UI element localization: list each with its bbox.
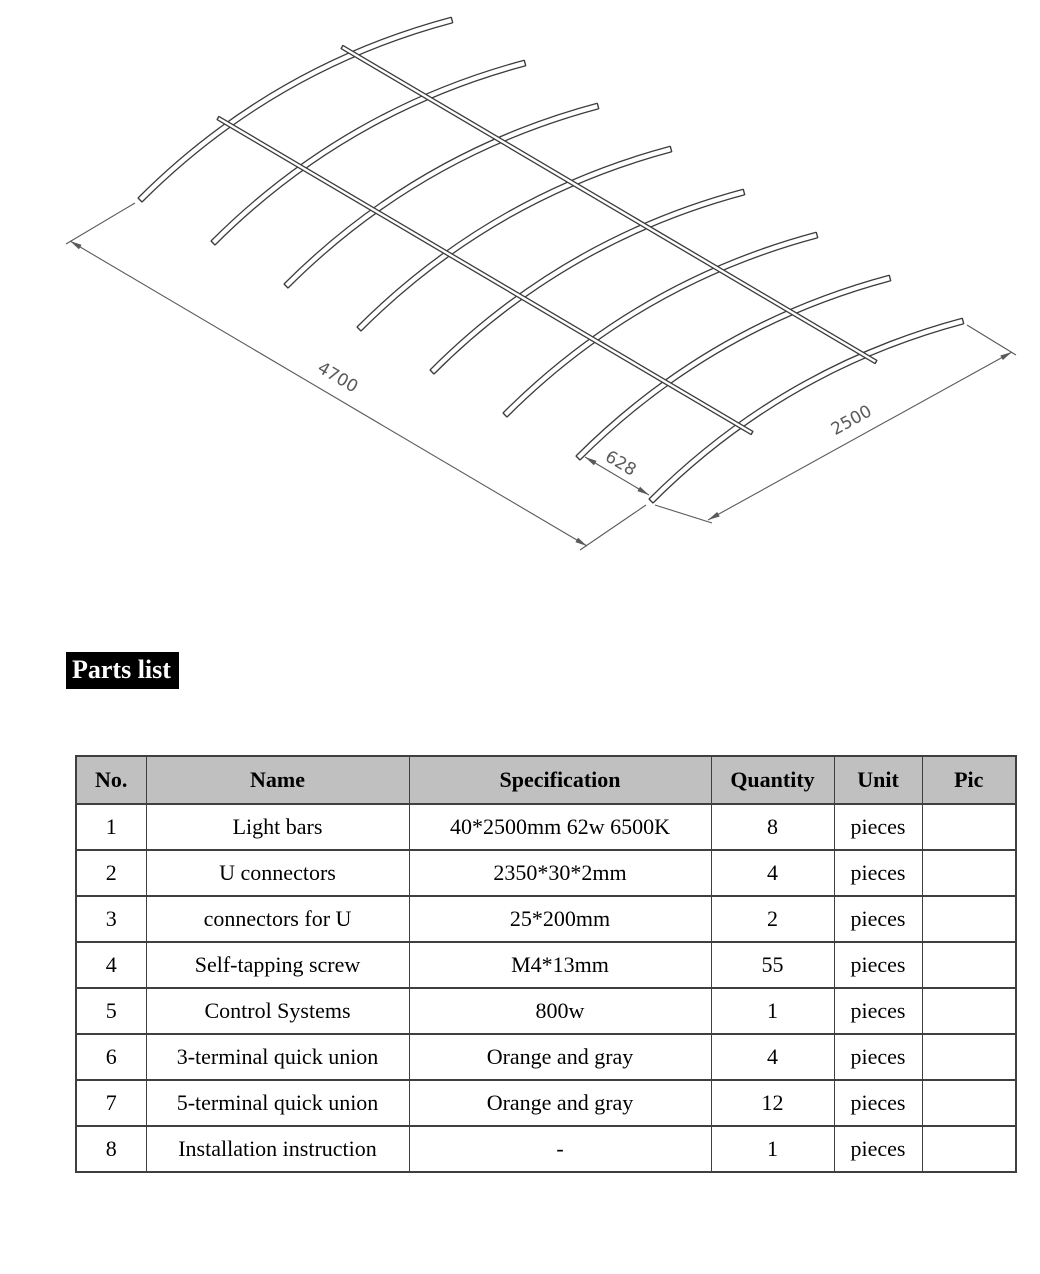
light-bar bbox=[649, 318, 964, 503]
cell-spec: 40*2500mm 62w 6500K bbox=[409, 804, 711, 850]
cell-spec: 800w bbox=[409, 988, 711, 1034]
cell-unit: pieces bbox=[834, 1034, 922, 1080]
extension-line bbox=[655, 505, 712, 523]
cell-spec: 25*200mm bbox=[409, 896, 711, 942]
table-header-row bbox=[76, 756, 1016, 804]
cell-qty: 2 bbox=[711, 896, 834, 942]
cell-unit: pieces bbox=[834, 1080, 922, 1126]
cell-name: connectors for U bbox=[146, 896, 409, 942]
assembly-drawing bbox=[0, 0, 1040, 630]
cell-qty: 12 bbox=[711, 1080, 834, 1126]
cell-name: Installation instruction bbox=[146, 1126, 409, 1172]
cell-name: U connectors bbox=[146, 850, 409, 896]
table-row bbox=[76, 804, 1016, 850]
cell-qty: 1 bbox=[711, 1126, 834, 1172]
cell-no: 6 bbox=[76, 1034, 146, 1080]
col-header-no: No. bbox=[76, 756, 146, 804]
cell-pic bbox=[922, 896, 1016, 942]
cell-unit: pieces bbox=[834, 850, 922, 896]
cell-pic bbox=[922, 988, 1016, 1034]
cell-name: 3-terminal quick union bbox=[146, 1034, 409, 1080]
table-row bbox=[76, 1034, 1016, 1080]
cell-pic bbox=[922, 1034, 1016, 1080]
parts-list-title: Parts list bbox=[66, 652, 179, 689]
extension-line bbox=[66, 203, 135, 244]
cell-spec: Orange and gray bbox=[409, 1034, 711, 1080]
dimension-line-4700 bbox=[70, 241, 587, 546]
col-header-name: Name bbox=[146, 756, 409, 804]
cell-no: 7 bbox=[76, 1080, 146, 1126]
cell-spec: Orange and gray bbox=[409, 1080, 711, 1126]
cell-name: 5-terminal quick union bbox=[146, 1080, 409, 1126]
cell-qty: 8 bbox=[711, 804, 834, 850]
cell-no: 8 bbox=[76, 1126, 146, 1172]
col-header-specification: Specification bbox=[409, 756, 711, 804]
dim-label-4700: 4700 bbox=[313, 358, 362, 398]
cell-no: 1 bbox=[76, 804, 146, 850]
cell-no: 2 bbox=[76, 850, 146, 896]
cell-unit: pieces bbox=[834, 804, 922, 850]
cell-pic bbox=[922, 1080, 1016, 1126]
table-row bbox=[76, 1080, 1016, 1126]
cell-name: Light bars bbox=[146, 804, 409, 850]
parts-table bbox=[75, 755, 1017, 1173]
cell-no: 5 bbox=[76, 988, 146, 1034]
table-row bbox=[76, 1126, 1016, 1172]
cell-spec: - bbox=[409, 1126, 711, 1172]
cell-pic bbox=[922, 942, 1016, 988]
cell-no: 4 bbox=[76, 942, 146, 988]
cell-spec: 2350*30*2mm bbox=[409, 850, 711, 896]
cell-qty: 1 bbox=[711, 988, 834, 1034]
dim-label-2500: 2500 bbox=[827, 401, 876, 440]
col-header-quantity: Quantity bbox=[711, 756, 834, 804]
cell-no: 3 bbox=[76, 896, 146, 942]
cell-unit: pieces bbox=[834, 942, 922, 988]
table-row bbox=[76, 942, 1016, 988]
cell-name: Control Systems bbox=[146, 988, 409, 1034]
cell-pic bbox=[922, 1126, 1016, 1172]
dimension-line-2500 bbox=[708, 352, 1012, 520]
cell-qty: 4 bbox=[711, 1034, 834, 1080]
cell-spec: M4*13mm bbox=[409, 942, 711, 988]
cell-qty: 55 bbox=[711, 942, 834, 988]
table-row bbox=[76, 850, 1016, 896]
cell-qty: 4 bbox=[711, 850, 834, 896]
u-connector-rail bbox=[341, 45, 877, 364]
cell-unit: pieces bbox=[834, 988, 922, 1034]
table-row bbox=[76, 896, 1016, 942]
extension-line bbox=[967, 325, 1016, 355]
dim-label-628: 628 bbox=[601, 446, 640, 481]
cell-unit: pieces bbox=[834, 1126, 922, 1172]
extension-line bbox=[580, 505, 646, 550]
col-header-pic: Pic bbox=[922, 756, 1016, 804]
cell-unit: pieces bbox=[834, 896, 922, 942]
dimensions bbox=[66, 203, 1016, 550]
cell-pic bbox=[922, 850, 1016, 896]
parts-table-body bbox=[76, 804, 1016, 1172]
cell-pic bbox=[922, 804, 1016, 850]
col-header-unit: Unit bbox=[834, 756, 922, 804]
cell-name: Self-tapping screw bbox=[146, 942, 409, 988]
table-row bbox=[76, 988, 1016, 1034]
